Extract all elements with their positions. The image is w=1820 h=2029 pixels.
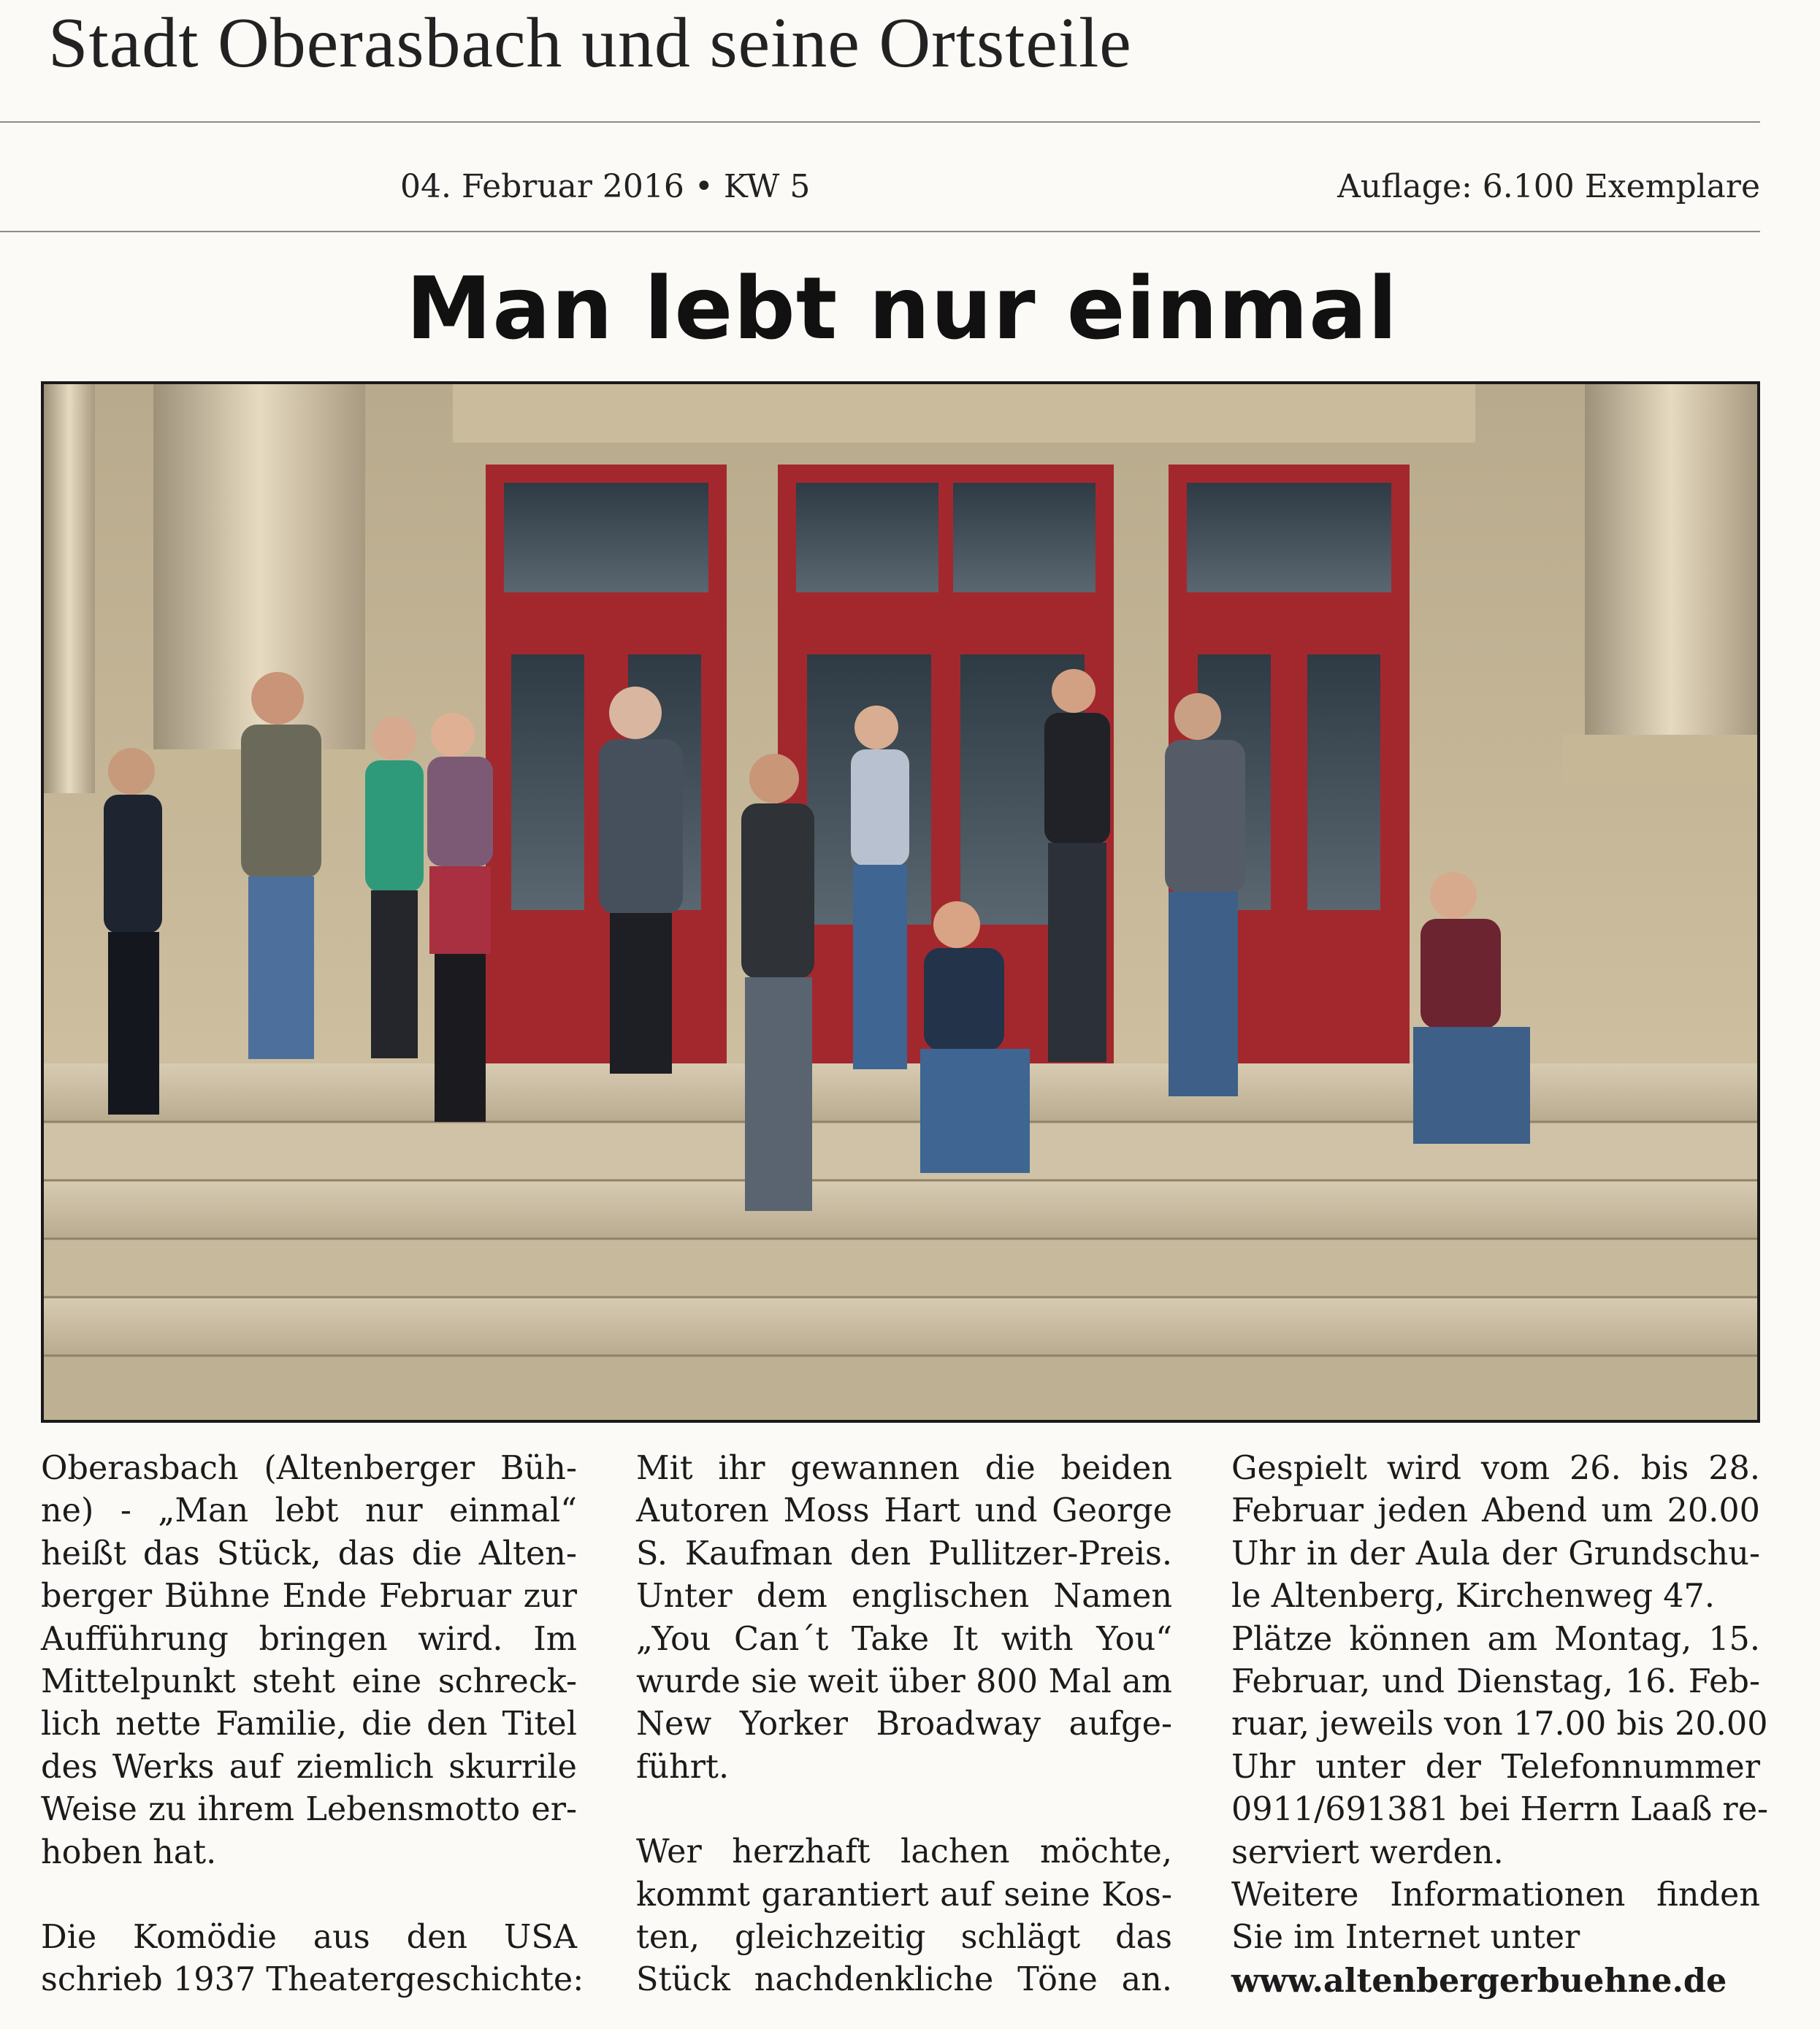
text-line: des Werks auf ziemlich skurrile: [41, 1748, 577, 1786]
text-line: Gespielt wird vom 26. bis 28.: [1231, 1450, 1760, 1487]
text-line: New Yorker Broadway aufge-: [636, 1705, 1172, 1743]
headline: Man lebt nur einmal: [405, 258, 1399, 359]
text-line: Februar jeden Abend um 20.00: [1231, 1492, 1760, 1530]
text-line: Autoren Moss Hart und George: [636, 1492, 1172, 1530]
text-line: Weitere Informationen finden: [1231, 1876, 1760, 1914]
paragraph: [41, 1917, 584, 2002]
text-line: Plätze können am Montag, 15.: [1231, 1620, 1760, 1658]
text-line: Uhr in der Aula der Grundschu-: [1231, 1535, 1760, 1573]
text-line: ten, gleichzeitig schlägt das: [636, 1919, 1172, 1957]
text-line: Wer herzhaft lachen möchte,: [636, 1833, 1172, 1871]
text-line: Uhr unter der Telefonnummer: [1231, 1748, 1760, 1786]
paragraph: [1231, 1448, 1769, 2002]
dateline: [0, 164, 1760, 215]
text-line: Mittelpunkt steht eine schreck-: [41, 1663, 577, 1701]
text-line: le Altenberg, Kirchenweg 47.: [1231, 1578, 1715, 1616]
text-line: Sie im Internet unter: [1231, 1919, 1580, 1957]
masthead-rule: [0, 121, 1760, 123]
dateline-rule: [0, 231, 1760, 232]
masthead: Stadt Oberasbach und seine Ortsteile: [48, 4, 1132, 83]
text-line: führt.: [636, 1748, 730, 1786]
text-line: berger Bühne Ende Februar zur: [41, 1578, 577, 1616]
paragraph: [636, 1831, 1172, 2002]
text-line: Die Komödie aus den USA: [41, 1919, 577, 1957]
website-url[interactable]: www.altenbergerbuehne.de: [1231, 1961, 1727, 2000]
article-column-1: [41, 1448, 584, 2002]
text-line: 0911/691381 bei Herrn Laaß re-: [1231, 1791, 1769, 1829]
paragraph: [41, 1448, 577, 1874]
text-line: Weise zu ihrem Lebensmotto er-: [41, 1791, 577, 1829]
text-line: kommt garantiert auf seine Kos-: [636, 1876, 1172, 1914]
text-line: lich nette Familie, die den Titel: [41, 1705, 577, 1743]
text-line: ruar, jeweils von 17.00 bis 20.00: [1231, 1705, 1768, 1743]
text-line: Aufführung bringen wird. Im: [41, 1620, 577, 1658]
text-line: wurde sie weit über 800 Mal am: [636, 1663, 1172, 1701]
text-line: ne) - „Man lebt nur einmal“: [41, 1492, 577, 1530]
article-column-2: [636, 1448, 1172, 2002]
paragraph: [636, 1448, 1172, 1789]
text-line: heißt das Stück, das die Alten-: [41, 1535, 577, 1573]
text-line: serviert werden.: [1231, 1833, 1504, 1871]
text-line: Stück nachdenkliche Töne an.: [636, 1961, 1172, 1999]
text-line: „You Can´t Take It with You“: [636, 1620, 1172, 1658]
text-line: schrieb 1937 Theatergeschichte:: [41, 1961, 584, 1999]
text-line: Unter dem englischen Namen: [636, 1578, 1172, 1616]
group-photo: [41, 381, 1760, 1423]
text-line: hoben hat.: [41, 1833, 217, 1871]
text-line: Mit ihr gewannen die beiden: [636, 1450, 1172, 1487]
article-column-3: [1231, 1448, 1769, 2002]
text-line: S. Kaufman den Pullitzer-Preis.: [636, 1535, 1172, 1573]
circulation: Auflage: 6.100 Exemplare: [1337, 168, 1760, 205]
text-line: Oberasbach (Altenberger Büh-: [41, 1450, 577, 1487]
text-line: Februar, und Dienstag, 16. Feb-: [1231, 1663, 1760, 1701]
group-photo-illustration: [44, 384, 1757, 1420]
issue-date: 04. Februar 2016 • KW 5: [400, 168, 811, 205]
